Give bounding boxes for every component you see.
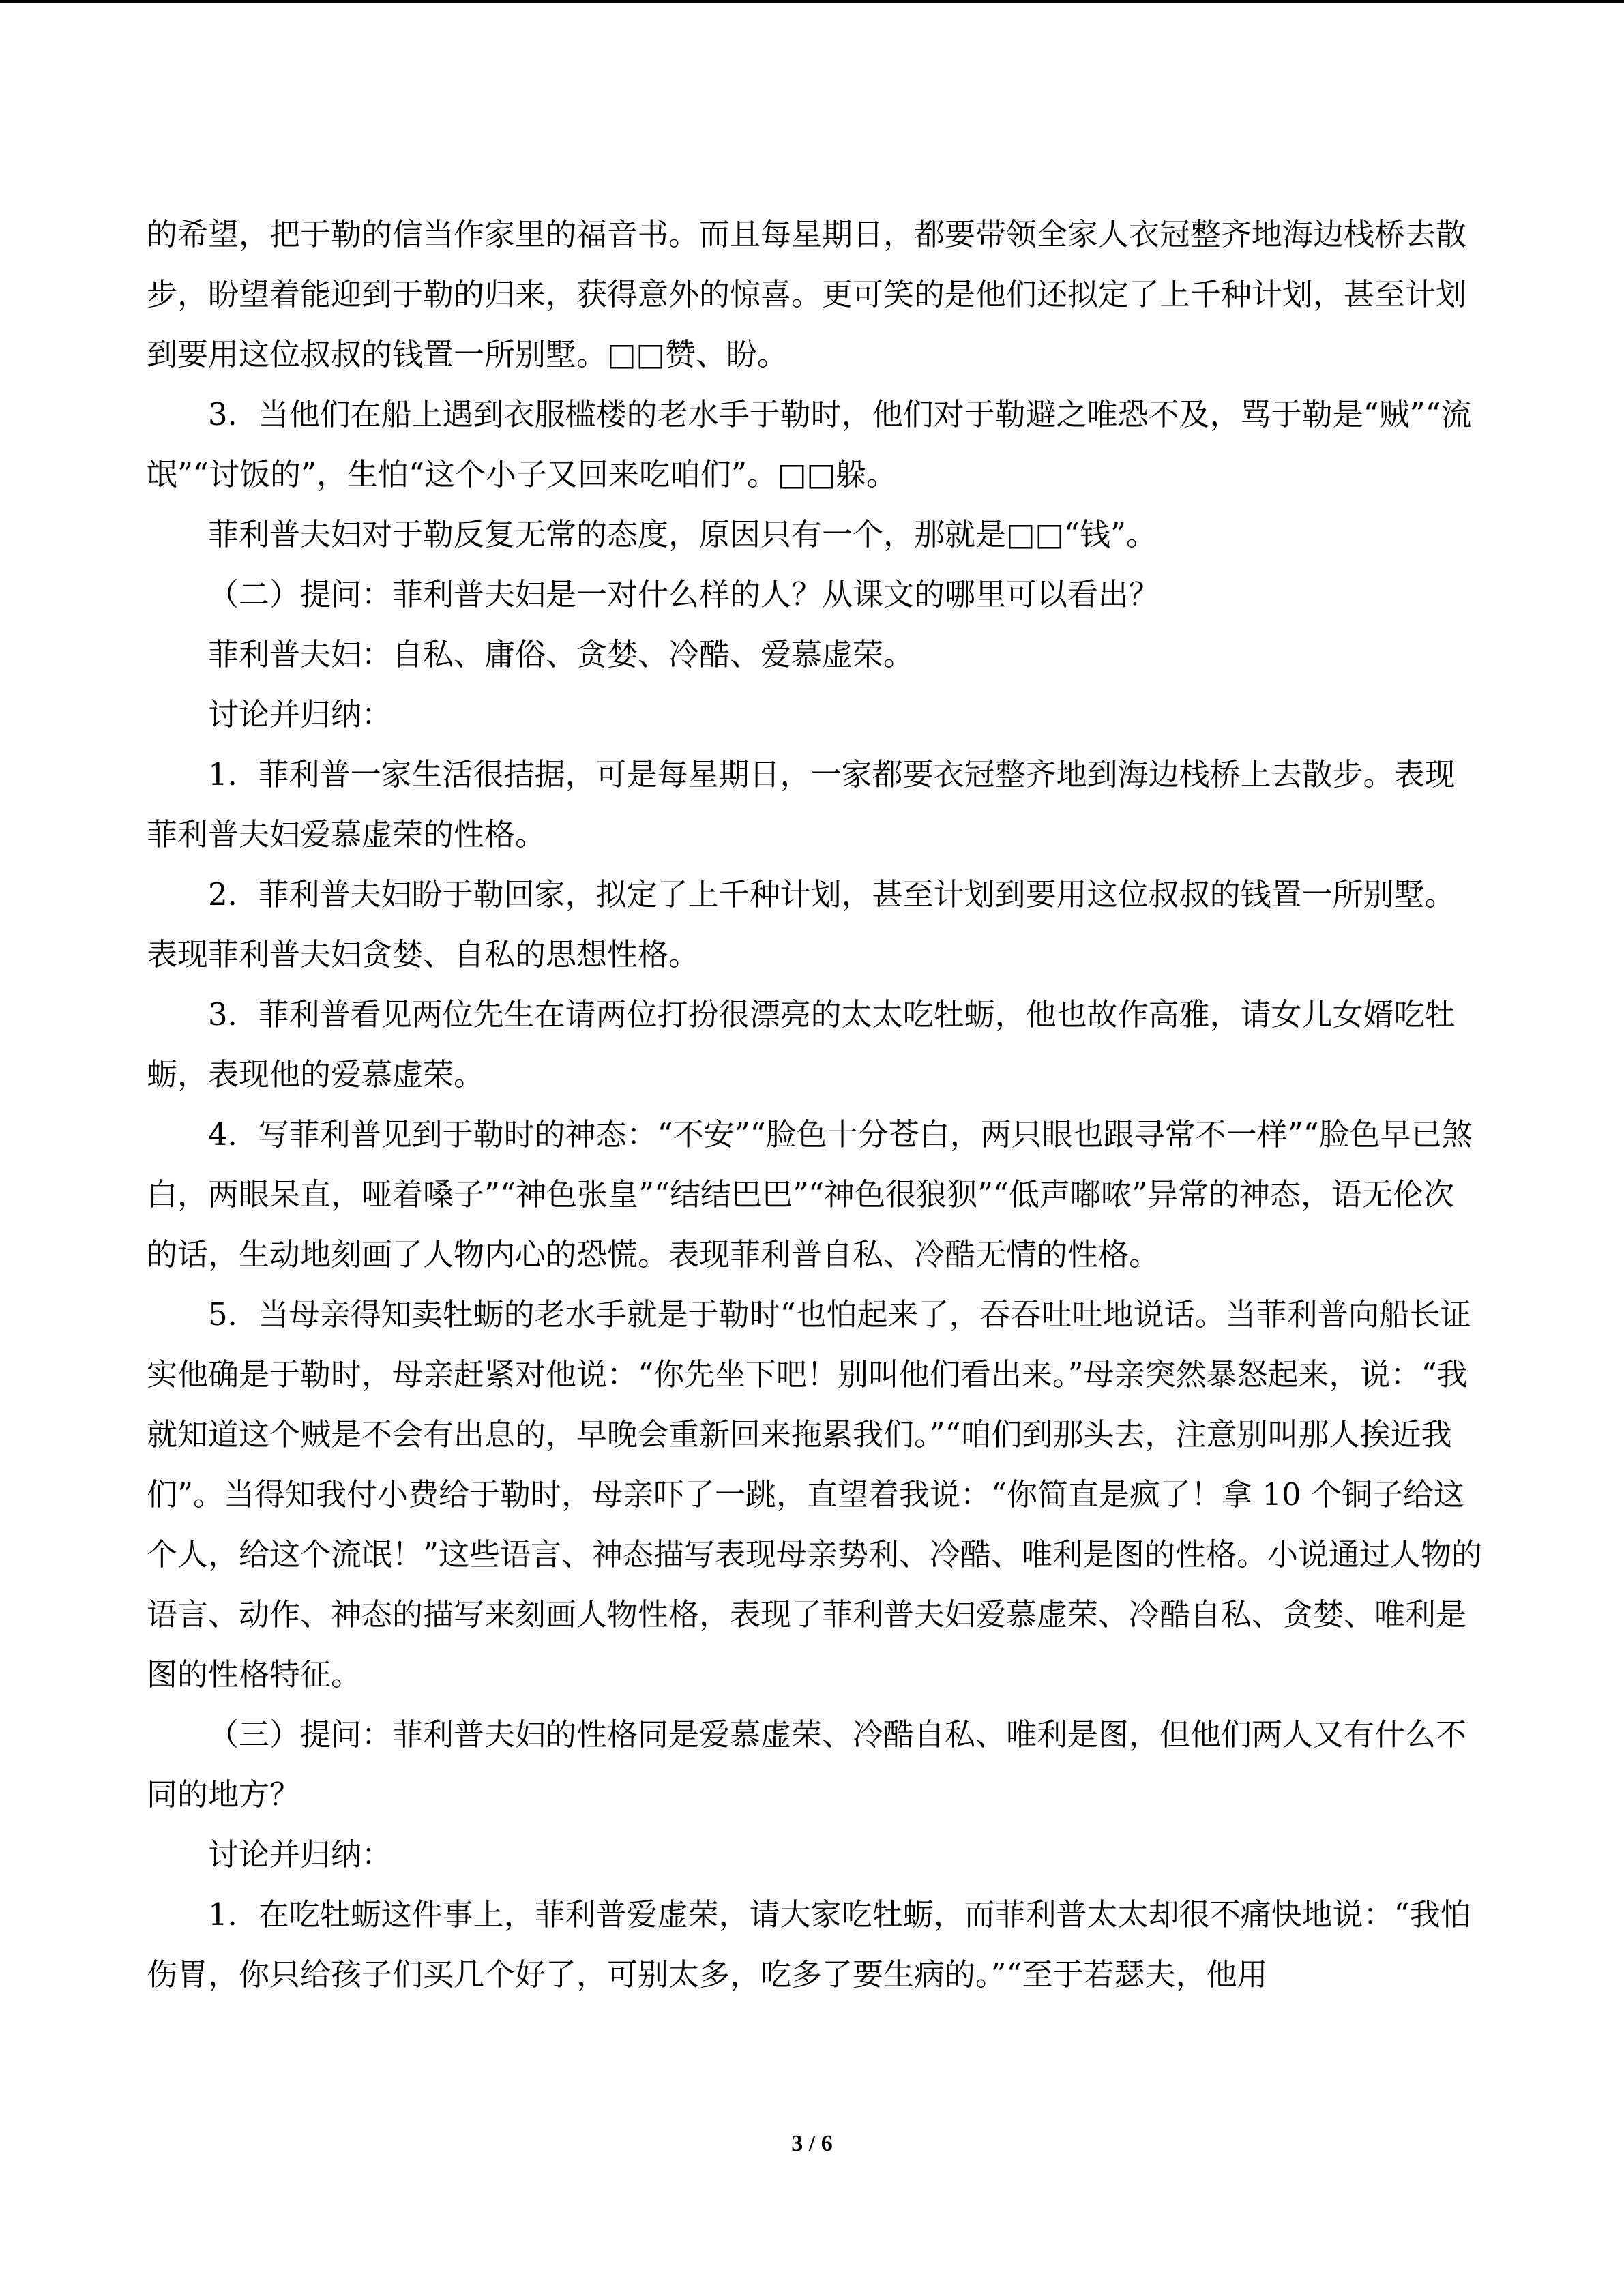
discussion-label: 讨论并归纳： [208,696,393,732]
paragraph: 菲利普夫妇对于勒反复无常的态度，原因只有一个，那就是□□“钱”。 [208,516,1157,552]
list-item: 3．菲利普看见两位先生在请两位打扮很漂亮的太太吃牡蛎，他也故作高雅，请女儿女婿吃牡蛎，表现他的爱慕虚荣。 [147,996,1456,1092]
section-question: （二）提问：菲利普夫妇是一对什么样的人？从课文的哪里可以看出？ [208,576,1160,612]
list-item: 1．在吃牡蛎这件事上，菲利普爱虚荣，请大家吃牡蛎，而菲利普太太却很不痛快地说：“我怕伤胃，你只给孩子们买几个好了，可别太多，吃多了要生病的。”“至于若瑟夫，他用 [147,1896,1471,1993]
paragraph: 的希望，把于勒的信当作家里的福音书。而且每星期日，都要带领全家人衣冠整齐地海边栈桥去散步，盼望着能迎到于勒的归来，获得意外的惊喜。更可笑的是他们还拟定了上千种计划，甚至计划到要用这位叔叔的钱置一所别墅。□□赞、盼。 [147,216,1467,372]
page-number: 3 / 6 [791,2131,833,2156]
list-item: 4．写菲利普见到于勒时的神态：“不安”“脸色十分苍白，两只眼也跟寻常不一样”“脸色早已煞白，两眼呆直，哑着嗓子”“神色张皇”“结结巴巴”“神色很狼狈”“低声嘟哝”异常的神态，语无伦次的话，生动地刻画了人物内心的恐慌。表现菲利普自私、冷酷无情的性格。 [147,1116,1473,1272]
list-item: 5．当母亲得知卖牡蛎的老水手就是于勒时“也怕起来了，吞吞吐吐地说话。当菲利普向船长证实他确是于勒时，母亲赶紧对他说：“你先坐下吧！别叫他们看出来。”母亲突然暴怒起来，说：“我就知道这个贼是不会有出息的，早晚会重新回来拖累我们。”“咱们到那头去，注意别叫那人挨近我们”。当得知我付小费给于勒时，母亲吓了一跳，直望着我说：“你简直是疯了！拿 10 个铜子给这个人，给这个流氓！”这些语言、神态描写表现母亲势利、冷酷、唯利是图的性格。小说通过人物的语言、动作、神态的描写来刻画人物性格，表现了菲利普夫妇爱慕虚荣、冷酷自私、贪婪、唯利是图的性格特征。 [147,1296,1483,1693]
section-question: （三）提问：菲利普夫妇的性格同是爱慕虚荣、冷酷自私、唯利是图，但他们两人又有什么不同的地方？ [147,1716,1467,1813]
list-item: 2．菲利普夫妇盼于勒回家，拟定了上千种计划，甚至计划到要用这位叔叔的钱置一所别墅。表现菲利普夫妇贪婪、自私的思想性格。 [147,876,1456,972]
paragraph: 3．当他们在船上遇到衣服槛楼的老水手于勒时，他们对于勒避之唯恐不及，骂于勒是“贼”“流氓”“讨饭的”，生怕“这个小子又回来吃咱们”。□□躲。 [147,396,1472,492]
top-border [0,0,1624,3]
document-body [147,205,1483,2005]
discussion-label: 讨论并归纳： [208,1836,393,1873]
paragraph: 菲利普夫妇：自私、庸俗、贪婪、冷酷、爱慕虚荣。 [208,636,915,672]
list-item: 1．菲利普一家生活很拮据，可是每星期日，一家都要衣冠整齐地到海边栈桥上去散步。表现菲利普夫妇爱慕虚荣的性格。 [147,756,1456,852]
